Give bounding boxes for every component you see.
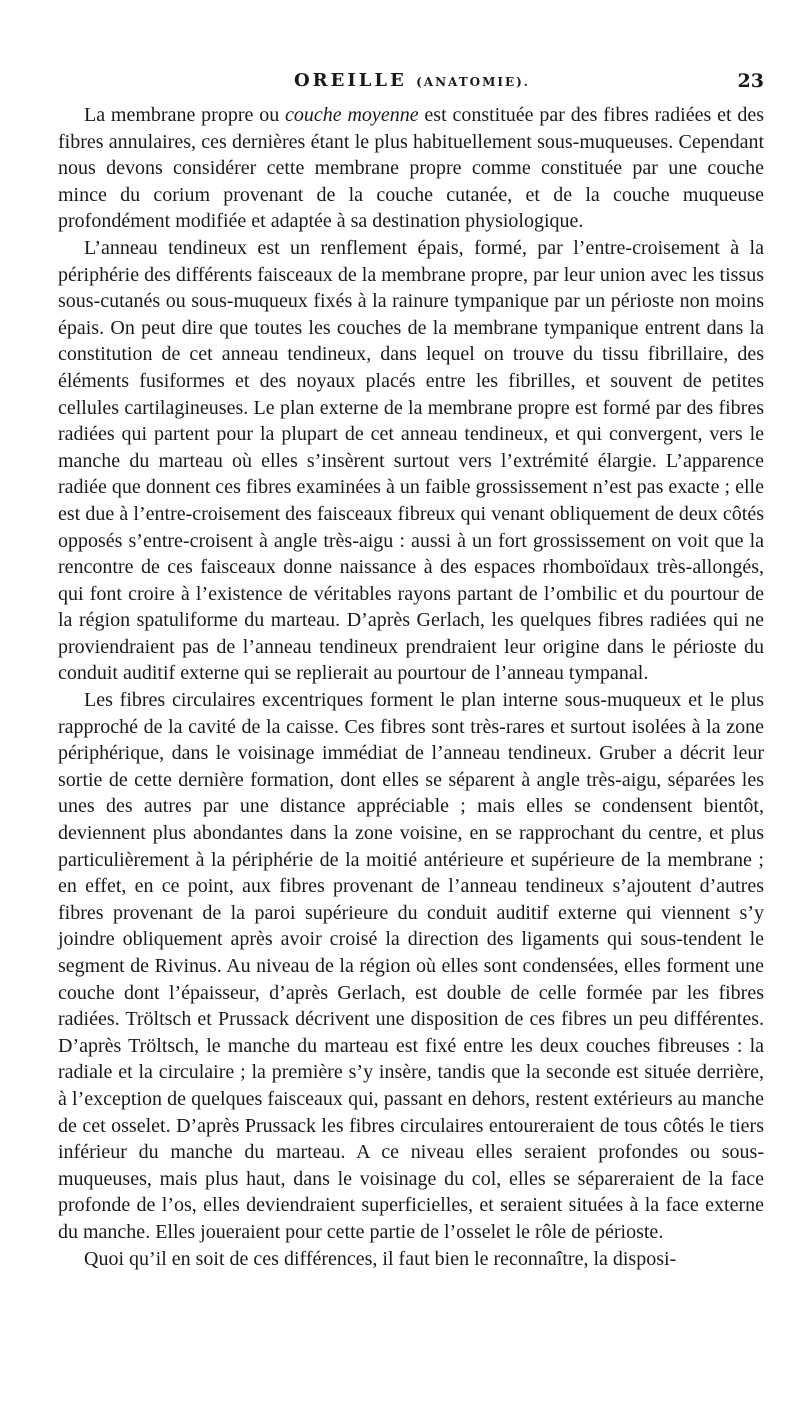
running-title [60,70,764,91]
running-title-sub: (ANATOMIE). [416,75,530,89]
page-number: 23 [737,70,764,92]
paragraph-1-emphasis: couche moyenne [285,104,419,126]
paragraph-2: L’anneau tendineux est un renflement épais, formé, par l’entre-croisement à la périphérie des différents faisceaux de la membrane propre, par leur union avec les tissus sous-cutanés ou sous-muqueux fixés à la rainure tympanique par un périoste non moins épais. On peut dire que toutes les couches de la membrane tympanique entrent dans la constitution de cet anneau tendineux, dans lequel on trouve du tissu fibrillaire, des éléments fusiformes et des noyaux placés entre les fibrilles, et souvent de petites cellules cartilagineuses. Le plan externe de la membrane propre est formé par des fibres radiées qui partent pour la plupart de cet anneau tendineux, et qui convergent, vers le manche du marteau où elles s’insèrent surtout vers l’extrémité élargie. L’apparence radiée que donnent ces fibres examinées à un faible grossissement n’est pas exacte ; elle est due à l’entre-croisement des faisceaux fibreux qui venant obliquement de deux côtés opposés s’entre-croisent à angle très-aigu : aussi à un fort grossissement on voit que la rencontre de ces faisceaux donne naissance à des espaces rhomboïdaux très-allongés, qui font croire à l’existence de véritables rayons partant de l’ombilic et du pourtour de la région spatuliforme du marteau. D’après Gerlach, les quelques fibres radiées qui ne proviendraient pas de l’anneau tendineux prendraient leur origine dans le périoste du conduit auditif externe qui se replierait au pourtour de l’anneau tympanal. [58,236,764,685]
running-title-main: OREILLE [294,70,407,91]
page-header [60,70,764,100]
paragraph-4: Quoi qu’il en soit de ces différences, il faut bien le reconnaître, la disposi- [84,1247,677,1270]
paragraph-1-post: est constituée par des fibres radiées et des fibres annulaires, ces dernières étant le plus habituellement sous-muqueuses. Cependant nous devons considérer cette membrane propre comme constituée par une couche mince du corium provenant de la couche cutanée, et de la couche muqueuse profondément modifiée et adaptée à sa destination physiologique. [58,104,764,233]
paragraph-3: Les fibres circulaires excentriques forment le plan interne sous-muqueux et le plus rapproché de la cavité de la caisse. Ces fibres sont très-rares et surtout isolées à la zone périphérique, dans le voisinage immédiat de l’anneau tendineux. Gruber a décrit leur sortie de cette dernière formation, dont elles se séparent à angle très-aigu, séparées les unes des autres par une distance appréciable ; mais elles se condensent bientôt, deviennent plus abondantes dans la zone voisine, en se rapprochant du centre, et plus particulièrement à la périphérie de la moitié antérieure et supérieure de la membrane ; en effet, en ce point, aux fibres provenant de l’anneau tendineux s’ajoutent d’autres fibres provenant de la paroi supérieure du conduit auditif externe qui viennent s’y joindre obliquement après avoir croisé la direction des ligaments qui sous-tendent le segment de Rivinus. Au niveau de la région où elles sont condensées, elles forment une couche dont l’épaisseur, d’après Gerlach, est double de celle formée par les fibres radiées. Tröltsch et Prussack décrivent une disposition de ces fibres un peu différentes. D’après Tröltsch, le manche du marteau est fixé entre les deux couches fibreuses : la radiale et la circulaire ; la première s’y insère, tandis que la seconde est située derrière, à l’exception de quelques faisceaux qui, passant en dehors, restent extérieurs au manche de cet osselet. D’après Prussack les fibres circulaires entoureraient de tous côtés le tiers inférieur du manche du marteau. A ce niveau elles seraient profondes ou sous-muqueuses, mais plus haut, dans le voisinage du col, elles se sépareraient de la face profonde de l’os, elles deviendraient superficielles, et seraient situées à la face externe du manche. Elles joueraient pour cette partie de l’osselet le rôle de périoste. [58,689,764,1243]
body-text [58,102,764,1272]
paragraph-1-pre: La membrane propre ou [84,104,286,126]
paragraph-1 [58,102,764,235]
